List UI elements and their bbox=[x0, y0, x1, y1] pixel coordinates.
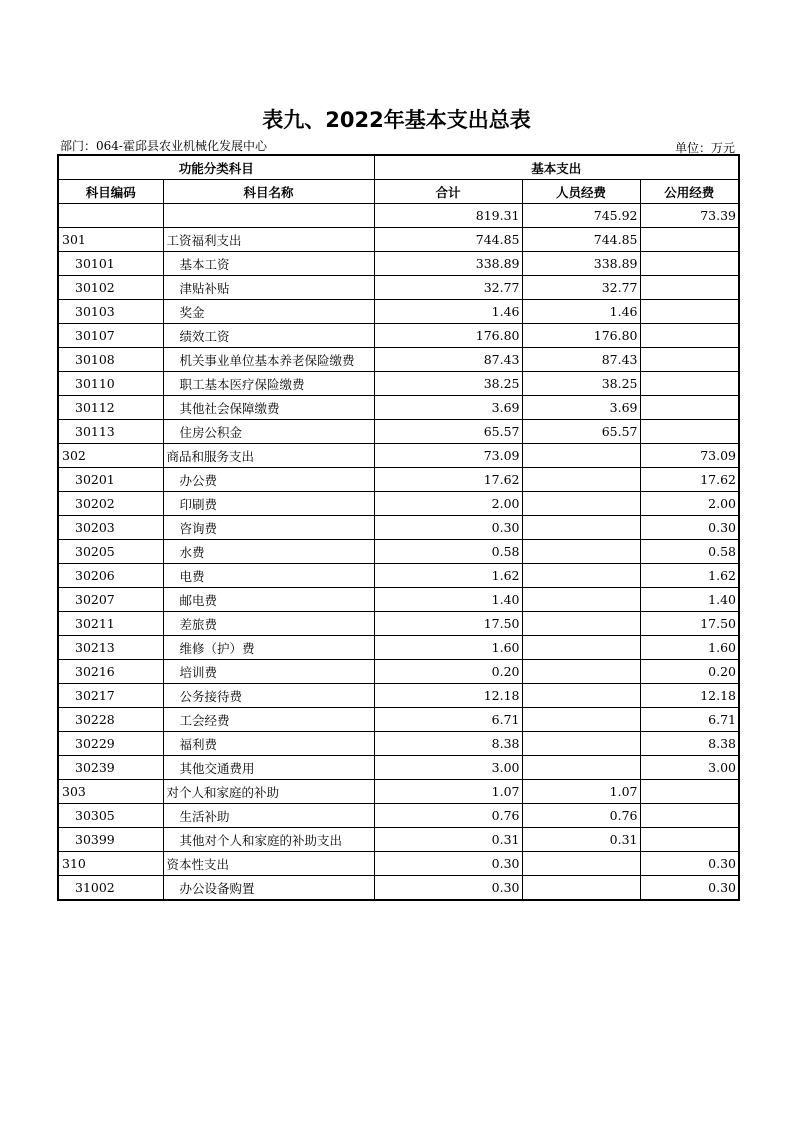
table-row bbox=[58, 852, 739, 876]
row-personnel bbox=[522, 756, 640, 780]
row-personnel: 338.89 bbox=[522, 252, 640, 276]
unit-label: 单位：万元 bbox=[674, 141, 735, 155]
row-code: 30206 bbox=[58, 564, 163, 588]
table-row bbox=[58, 636, 739, 660]
row-total: 0.30 bbox=[374, 516, 522, 540]
table-row bbox=[58, 780, 739, 804]
row-code: 301 bbox=[58, 228, 163, 252]
row-name: 福利费 bbox=[163, 732, 374, 756]
row-total: 338.89 bbox=[374, 252, 522, 276]
row-public: 1.62 bbox=[640, 564, 739, 588]
row-public: 1.40 bbox=[640, 588, 739, 612]
row-personnel bbox=[522, 852, 640, 876]
row-code: 302 bbox=[58, 444, 163, 468]
row-name: 工资福利支出 bbox=[163, 228, 374, 252]
row-code: 30203 bbox=[58, 516, 163, 540]
row-code: 30239 bbox=[58, 756, 163, 780]
row-personnel bbox=[522, 588, 640, 612]
row-code: 30217 bbox=[58, 684, 163, 708]
row-total: 744.85 bbox=[374, 228, 522, 252]
row-code: 30102 bbox=[58, 276, 163, 300]
row-public: 12.18 bbox=[640, 684, 739, 708]
page-title: 表九、2022年基本支出总表 bbox=[262, 108, 531, 132]
header-column-row bbox=[58, 180, 739, 204]
row-public: 73.09 bbox=[640, 444, 739, 468]
row-public: 0.58 bbox=[640, 540, 739, 564]
row-personnel bbox=[522, 564, 640, 588]
row-name: 绩效工资 bbox=[163, 324, 374, 348]
row-personnel: 38.25 bbox=[522, 372, 640, 396]
table-row bbox=[58, 756, 739, 780]
table-row bbox=[58, 276, 739, 300]
row-personnel bbox=[522, 612, 640, 636]
row-name: 其他对个人和家庭的补助支出 bbox=[163, 828, 374, 852]
table-row bbox=[58, 324, 739, 348]
table-row bbox=[58, 540, 739, 564]
row-code: 310 bbox=[58, 852, 163, 876]
table-row bbox=[58, 372, 739, 396]
row-personnel bbox=[522, 540, 640, 564]
row-code: 30113 bbox=[58, 420, 163, 444]
row-total: 1.46 bbox=[374, 300, 522, 324]
row-total: 0.31 bbox=[374, 828, 522, 852]
row-code: 30213 bbox=[58, 636, 163, 660]
row-code: 30107 bbox=[58, 324, 163, 348]
row-total: 3.00 bbox=[374, 756, 522, 780]
row-public: 1.60 bbox=[640, 636, 739, 660]
row-code: 30108 bbox=[58, 348, 163, 372]
row-total: 17.50 bbox=[374, 612, 522, 636]
table-row bbox=[58, 588, 739, 612]
row-code: 30202 bbox=[58, 492, 163, 516]
row-total: 0.20 bbox=[374, 660, 522, 684]
row-name: 维修（护）费 bbox=[163, 636, 374, 660]
row-total: 8.38 bbox=[374, 732, 522, 756]
row-public bbox=[640, 804, 739, 828]
header-total: 合计 bbox=[374, 180, 522, 204]
department-label: 部门：064-霍邱县农业机械化发展中心 bbox=[60, 139, 267, 153]
row-name bbox=[163, 204, 374, 228]
row-public: 3.00 bbox=[640, 756, 739, 780]
row-name: 工会经费 bbox=[163, 708, 374, 732]
row-code: 30399 bbox=[58, 828, 163, 852]
row-total: 73.09 bbox=[374, 444, 522, 468]
row-public bbox=[640, 348, 739, 372]
row-name: 津贴补贴 bbox=[163, 276, 374, 300]
row-name: 其他交通费用 bbox=[163, 756, 374, 780]
row-personnel bbox=[522, 660, 640, 684]
row-name: 奖金 bbox=[163, 300, 374, 324]
row-public bbox=[640, 372, 739, 396]
row-code: 30103 bbox=[58, 300, 163, 324]
row-personnel bbox=[522, 684, 640, 708]
row-code: 30112 bbox=[58, 396, 163, 420]
row-personnel: 745.92 bbox=[522, 204, 640, 228]
row-public bbox=[640, 420, 739, 444]
row-name: 对个人和家庭的补助 bbox=[163, 780, 374, 804]
row-public: 0.30 bbox=[640, 852, 739, 876]
row-personnel: 1.46 bbox=[522, 300, 640, 324]
table-row bbox=[58, 468, 739, 492]
row-personnel: 32.77 bbox=[522, 276, 640, 300]
row-name: 职工基本医疗保险缴费 bbox=[163, 372, 374, 396]
header-basic-expenditure: 基本支出 bbox=[374, 155, 739, 180]
row-code: 30110 bbox=[58, 372, 163, 396]
table-row bbox=[58, 828, 739, 852]
expenditure-table bbox=[57, 154, 740, 901]
table-row bbox=[58, 684, 739, 708]
row-code: 31002 bbox=[58, 876, 163, 901]
row-total: 32.77 bbox=[374, 276, 522, 300]
row-personnel bbox=[522, 492, 640, 516]
row-public bbox=[640, 396, 739, 420]
row-public: 2.00 bbox=[640, 492, 739, 516]
row-code: 30205 bbox=[58, 540, 163, 564]
row-total: 6.71 bbox=[374, 708, 522, 732]
table-row bbox=[58, 876, 739, 901]
row-total: 1.40 bbox=[374, 588, 522, 612]
row-total: 819.31 bbox=[374, 204, 522, 228]
row-total: 38.25 bbox=[374, 372, 522, 396]
row-public: 0.30 bbox=[640, 876, 739, 901]
row-name: 差旅费 bbox=[163, 612, 374, 636]
row-personnel: 3.69 bbox=[522, 396, 640, 420]
row-name: 水费 bbox=[163, 540, 374, 564]
row-name: 办公设备购置 bbox=[163, 876, 374, 901]
row-public bbox=[640, 300, 739, 324]
row-total: 12.18 bbox=[374, 684, 522, 708]
row-total: 0.58 bbox=[374, 540, 522, 564]
row-personnel: 176.80 bbox=[522, 324, 640, 348]
row-personnel bbox=[522, 468, 640, 492]
table-row bbox=[58, 396, 739, 420]
row-public bbox=[640, 252, 739, 276]
table-row bbox=[58, 228, 739, 252]
row-code: 303 bbox=[58, 780, 163, 804]
table-row bbox=[58, 252, 739, 276]
row-code: 30229 bbox=[58, 732, 163, 756]
row-public bbox=[640, 276, 739, 300]
row-total: 1.62 bbox=[374, 564, 522, 588]
row-name: 生活补助 bbox=[163, 804, 374, 828]
row-public: 73.39 bbox=[640, 204, 739, 228]
row-code: 30101 bbox=[58, 252, 163, 276]
table-row bbox=[58, 420, 739, 444]
row-total: 1.60 bbox=[374, 636, 522, 660]
row-public: 8.38 bbox=[640, 732, 739, 756]
table-row bbox=[58, 612, 739, 636]
row-code: 30201 bbox=[58, 468, 163, 492]
row-personnel bbox=[522, 636, 640, 660]
row-code: 30207 bbox=[58, 588, 163, 612]
header-group-row bbox=[58, 155, 739, 180]
row-personnel: 0.76 bbox=[522, 804, 640, 828]
row-personnel: 0.31 bbox=[522, 828, 640, 852]
header-code: 科目编码 bbox=[58, 180, 163, 204]
row-name: 资本性支出 bbox=[163, 852, 374, 876]
table-row bbox=[58, 660, 739, 684]
header-function-category: 功能分类科目 bbox=[58, 155, 374, 180]
table-row bbox=[58, 804, 739, 828]
table-row bbox=[58, 444, 739, 468]
row-total: 1.07 bbox=[374, 780, 522, 804]
table-row bbox=[58, 564, 739, 588]
row-code: 30211 bbox=[58, 612, 163, 636]
row-name: 公务接待费 bbox=[163, 684, 374, 708]
table-row bbox=[58, 708, 739, 732]
row-name: 电费 bbox=[163, 564, 374, 588]
row-name: 咨询费 bbox=[163, 516, 374, 540]
table-row bbox=[58, 204, 739, 228]
row-personnel: 65.57 bbox=[522, 420, 640, 444]
table-row bbox=[58, 516, 739, 540]
row-personnel bbox=[522, 732, 640, 756]
row-personnel bbox=[522, 708, 640, 732]
row-public bbox=[640, 324, 739, 348]
row-personnel bbox=[522, 876, 640, 901]
header-name: 科目名称 bbox=[163, 180, 374, 204]
row-code: 30228 bbox=[58, 708, 163, 732]
row-public: 0.30 bbox=[640, 516, 739, 540]
row-public bbox=[640, 780, 739, 804]
row-total: 2.00 bbox=[374, 492, 522, 516]
row-public: 17.50 bbox=[640, 612, 739, 636]
row-personnel bbox=[522, 516, 640, 540]
row-personnel: 744.85 bbox=[522, 228, 640, 252]
row-name: 培训费 bbox=[163, 660, 374, 684]
row-total: 17.62 bbox=[374, 468, 522, 492]
row-total: 65.57 bbox=[374, 420, 522, 444]
row-name: 基本工资 bbox=[163, 252, 374, 276]
row-public bbox=[640, 828, 739, 852]
row-name: 机关事业单位基本养老保险缴费 bbox=[163, 348, 374, 372]
table-row bbox=[58, 300, 739, 324]
row-total: 3.69 bbox=[374, 396, 522, 420]
row-public: 6.71 bbox=[640, 708, 739, 732]
row-name: 办公费 bbox=[163, 468, 374, 492]
row-total: 0.30 bbox=[374, 852, 522, 876]
table-row bbox=[58, 732, 739, 756]
row-name: 住房公积金 bbox=[163, 420, 374, 444]
row-name: 其他社会保障缴费 bbox=[163, 396, 374, 420]
row-public: 0.20 bbox=[640, 660, 739, 684]
row-personnel bbox=[522, 444, 640, 468]
row-total: 176.80 bbox=[374, 324, 522, 348]
table-row bbox=[58, 492, 739, 516]
row-public: 17.62 bbox=[640, 468, 739, 492]
row-code: 30216 bbox=[58, 660, 163, 684]
header-personnel: 人员经费 bbox=[522, 180, 640, 204]
row-name: 商品和服务支出 bbox=[163, 444, 374, 468]
row-personnel: 87.43 bbox=[522, 348, 640, 372]
row-personnel: 1.07 bbox=[522, 780, 640, 804]
table-body bbox=[58, 204, 739, 901]
row-code: 30305 bbox=[58, 804, 163, 828]
row-code bbox=[58, 204, 163, 228]
row-total: 0.76 bbox=[374, 804, 522, 828]
header-public: 公用经费 bbox=[640, 180, 739, 204]
row-total: 0.30 bbox=[374, 876, 522, 901]
row-name: 邮电费 bbox=[163, 588, 374, 612]
row-total: 87.43 bbox=[374, 348, 522, 372]
row-public bbox=[640, 228, 739, 252]
row-name: 印刷费 bbox=[163, 492, 374, 516]
table-row bbox=[58, 348, 739, 372]
